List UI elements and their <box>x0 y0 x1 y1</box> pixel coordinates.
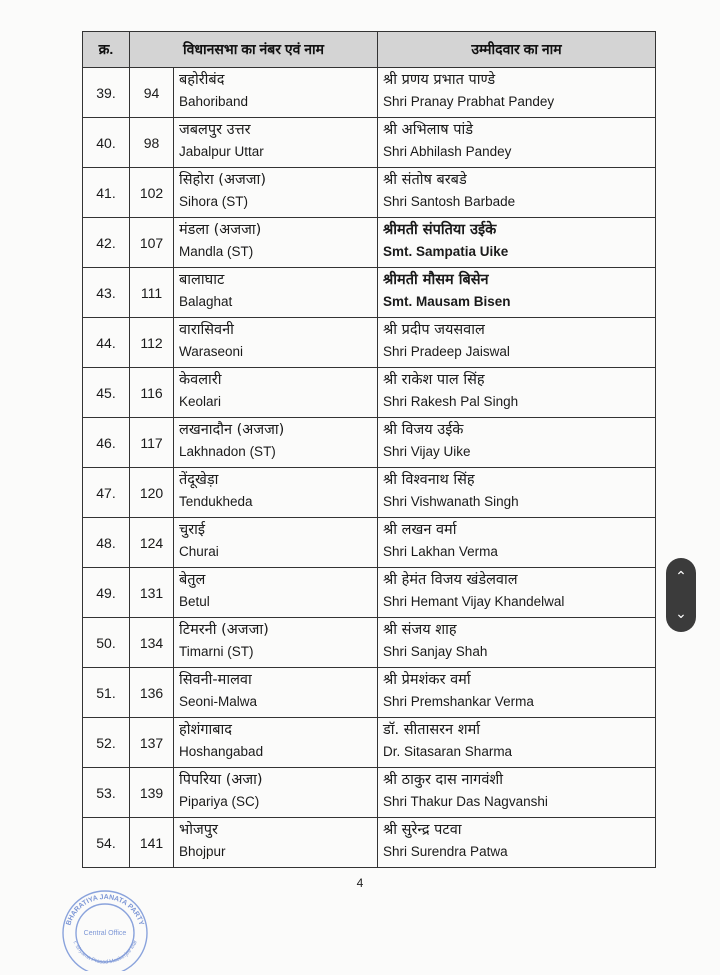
serial-cell: 39. <box>83 68 130 118</box>
serial-cell: 52. <box>83 718 130 768</box>
constituency-name-cell <box>174 368 378 418</box>
candidate-name-cell <box>378 318 656 368</box>
table-row <box>83 218 656 268</box>
table-row <box>83 168 656 218</box>
constituency-number-cell: 131 <box>130 568 174 618</box>
candidate-name-english: Shri Vijay Uike <box>383 443 471 459</box>
constituency-name-cell <box>174 218 378 268</box>
constituency-name-hindi: बेतुल <box>179 571 206 588</box>
constituency-name-cell <box>174 468 378 518</box>
candidate-name-hindi: श्रीमती मौसम बिसेन <box>383 271 489 288</box>
constituency-name-english: Seoni-Malwa <box>179 693 258 709</box>
table-row <box>83 568 656 618</box>
candidate-name-hindi: श्रीमती संपतिया उईके <box>383 221 497 238</box>
candidate-table <box>82 31 656 868</box>
candidate-name-cell <box>378 118 656 168</box>
constituency-number-cell: 139 <box>130 768 174 818</box>
candidate-name-english: Shri Pradeep Jaiswal <box>383 343 510 359</box>
serial-cell: 54. <box>83 818 130 868</box>
candidate-name-english: Shri Lakhan Verma <box>383 543 498 559</box>
candidate-name-cell <box>378 168 656 218</box>
candidate-name-cell <box>378 418 656 468</box>
constituency-number-cell: 117 <box>130 418 174 468</box>
constituency-name-cell <box>174 318 378 368</box>
constituency-number-cell: 124 <box>130 518 174 568</box>
svg-text:Dr. Shyama Prasad Mookerjee Ma: r. Shyama Prasad Mookerjee Mar <box>71 939 139 966</box>
header-serial: क्र. <box>83 32 130 68</box>
table-row <box>83 268 656 318</box>
candidate-name-hindi: श्री लखन वर्मा <box>383 521 457 538</box>
table-row <box>83 718 656 768</box>
constituency-number-cell: 112 <box>130 318 174 368</box>
table-row <box>83 468 656 518</box>
constituency-name-hindi: लखनादौन (अजजा) <box>179 421 285 438</box>
constituency-name-english: Tendukheda <box>179 493 253 509</box>
candidate-name-cell <box>378 618 656 668</box>
candidate-name-english: Shri Pranay Prabhat Pandey <box>383 93 555 109</box>
candidate-name-hindi: श्री प्रदीप जयसवाल <box>383 321 485 338</box>
constituency-name-hindi: बालाघाट <box>179 271 225 288</box>
constituency-name-cell <box>174 68 378 118</box>
serial-cell: 47. <box>83 468 130 518</box>
candidate-name-hindi: श्री प्रेमशंकर वर्मा <box>383 671 471 688</box>
constituency-number-cell: 120 <box>130 468 174 518</box>
candidate-list-page <box>82 31 655 868</box>
constituency-name-hindi: केवलारी <box>179 371 222 388</box>
table-row <box>83 768 656 818</box>
constituency-number-cell: 107 <box>130 218 174 268</box>
candidate-name-english: Shri Abhilash Pandey <box>383 143 512 159</box>
constituency-number-cell: 116 <box>130 368 174 418</box>
candidate-name-english: Shri Vishwanath Singh <box>383 493 519 509</box>
candidate-name-hindi: श्री विजय उईके <box>383 421 464 438</box>
serial-cell: 43. <box>83 268 130 318</box>
candidate-name-english: Smt. Mausam Bisen <box>383 293 511 309</box>
constituency-number-cell: 134 <box>130 618 174 668</box>
serial-cell: 46. <box>83 418 130 468</box>
constituency-name-english: Waraseoni <box>179 343 244 359</box>
candidate-name-hindi: श्री संजय शाह <box>383 621 457 638</box>
table-row <box>83 818 656 868</box>
svg-text:Central Office: Central Office <box>83 930 127 937</box>
table-row <box>83 318 656 368</box>
candidate-name-cell <box>378 568 656 618</box>
constituency-name-english: Pipariya (SC) <box>179 793 260 809</box>
candidate-name-english: Shri Hemant Vijay Khandelwal <box>383 593 565 609</box>
candidate-name-cell <box>378 368 656 418</box>
constituency-name-english: Churai <box>179 543 219 559</box>
candidate-name-hindi: श्री ठाकुर दास नागवंशी <box>383 771 504 788</box>
serial-cell: 40. <box>83 118 130 168</box>
candidate-name-hindi: श्री राकेश पाल सिंह <box>383 371 485 388</box>
serial-cell: 48. <box>83 518 130 568</box>
candidate-name-cell <box>378 68 656 118</box>
candidate-name-english: Shri Rakesh Pal Singh <box>383 393 519 409</box>
candidate-name-english: Dr. Sitasaran Sharma <box>383 743 513 759</box>
constituency-name-hindi: तेंदूखेड़ा <box>179 471 219 488</box>
table-header-row <box>83 32 656 68</box>
candidate-name-cell <box>378 818 656 868</box>
scroll-controls[interactable] <box>666 558 696 632</box>
constituency-name-hindi: सिहोरा (अजजा) <box>179 171 266 188</box>
constituency-name-english: Betul <box>179 593 210 609</box>
constituency-name-english: Keolari <box>179 393 222 409</box>
constituency-name-hindi: चुराई <box>179 521 206 538</box>
candidate-name-english: Shri Thakur Das Nagvanshi <box>383 793 548 809</box>
constituency-number-cell: 136 <box>130 668 174 718</box>
candidate-name-english: Smt. Sampatia Uike <box>383 243 509 259</box>
party-seal-stamp <box>55 885 155 971</box>
table-row <box>83 518 656 568</box>
candidate-name-english: Shri Santosh Barbade <box>383 193 516 209</box>
page-number: 4 <box>356 876 364 890</box>
header-candidate: उम्मीदवार का नाम <box>378 32 656 68</box>
constituency-name-hindi: जबलपुर उत्तर <box>179 121 251 138</box>
candidate-name-hindi: डॉ. सीतासरन शर्मा <box>383 721 480 738</box>
constituency-name-english: Balaghat <box>179 293 233 309</box>
serial-cell: 49. <box>83 568 130 618</box>
candidate-name-cell <box>378 668 656 718</box>
constituency-number-cell: 141 <box>130 818 174 868</box>
candidate-name-cell <box>378 768 656 818</box>
chevron-down-icon[interactable]: ⌄ <box>675 605 687 622</box>
constituency-name-hindi: वारासिवनी <box>179 321 234 338</box>
constituency-name-cell <box>174 768 378 818</box>
svg-text:BHARATIYA JANATA PARTY: BHARATIYA JANATA PARTY <box>65 893 145 927</box>
candidate-name-cell <box>378 218 656 268</box>
table-row <box>83 618 656 668</box>
table-row <box>83 68 656 118</box>
serial-cell: 42. <box>83 218 130 268</box>
candidate-name-hindi: श्री सुरेन्द्र पटवा <box>383 821 462 838</box>
table-row <box>83 368 656 418</box>
table-row <box>83 418 656 468</box>
constituency-name-cell <box>174 168 378 218</box>
constituency-name-cell <box>174 568 378 618</box>
candidate-name-cell <box>378 468 656 518</box>
candidate-name-english: Shri Premshankar Verma <box>383 693 534 709</box>
constituency-name-english: Bahoriband <box>179 93 249 109</box>
constituency-name-hindi: सिवनी-मालवा <box>179 671 252 688</box>
constituency-name-hindi: मंडला (अजजा) <box>179 221 262 238</box>
serial-cell: 45. <box>83 368 130 418</box>
candidate-name-english: Shri Surendra Patwa <box>383 843 508 859</box>
header-constituency: विधानसभा का नंबर एवं नाम <box>130 32 378 68</box>
candidate-name-cell <box>378 718 656 768</box>
candidate-name-hindi: श्री अभिलाष पांडे <box>383 121 473 138</box>
constituency-number-cell: 94 <box>130 68 174 118</box>
constituency-number-cell: 111 <box>130 268 174 318</box>
serial-cell: 41. <box>83 168 130 218</box>
constituency-name-cell <box>174 618 378 668</box>
constituency-name-cell <box>174 718 378 768</box>
serial-cell: 44. <box>83 318 130 368</box>
constituency-name-english: Sihora (ST) <box>179 193 249 209</box>
constituency-name-cell <box>174 118 378 168</box>
constituency-name-english: Bhojpur <box>179 843 226 859</box>
candidate-name-hindi: श्री हेमंत विजय खंडेलवाल <box>383 571 518 588</box>
serial-cell: 50. <box>83 618 130 668</box>
constituency-name-cell <box>174 418 378 468</box>
constituency-number-cell: 102 <box>130 168 174 218</box>
candidate-name-hindi: श्री प्रणय प्रभात पाण्डे <box>383 71 496 88</box>
candidate-name-cell <box>378 518 656 568</box>
candidate-name-cell <box>378 268 656 318</box>
constituency-name-cell <box>174 668 378 718</box>
constituency-name-english: Jabalpur Uttar <box>179 143 264 159</box>
constituency-name-hindi: होशंगाबाद <box>179 721 232 738</box>
constituency-number-cell: 98 <box>130 118 174 168</box>
serial-cell: 51. <box>83 668 130 718</box>
constituency-name-hindi: भोजपुर <box>179 821 218 838</box>
constituency-name-cell <box>174 818 378 868</box>
constituency-name-hindi: बहोरीबंद <box>179 71 225 88</box>
table-row <box>83 668 656 718</box>
constituency-name-english: Hoshangabad <box>179 743 264 759</box>
chevron-up-icon[interactable]: ⌃ <box>675 568 687 585</box>
constituency-name-english: Mandla (ST) <box>179 243 254 259</box>
constituency-name-english: Lakhnadon (ST) <box>179 443 276 459</box>
candidate-name-english: Shri Sanjay Shah <box>383 643 488 659</box>
constituency-number-cell: 137 <box>130 718 174 768</box>
candidate-name-hindi: श्री विश्वनाथ सिंह <box>383 471 475 488</box>
serial-cell: 53. <box>83 768 130 818</box>
table-row <box>83 118 656 168</box>
constituency-name-hindi: टिमरनी (अजजा) <box>179 621 269 638</box>
constituency-name-cell <box>174 518 378 568</box>
constituency-name-cell <box>174 268 378 318</box>
constituency-name-english: Timarni (ST) <box>179 643 254 659</box>
candidate-name-hindi: श्री संतोष बरबडे <box>383 171 467 188</box>
constituency-name-hindi: पिपरिया (अजा) <box>179 771 263 788</box>
